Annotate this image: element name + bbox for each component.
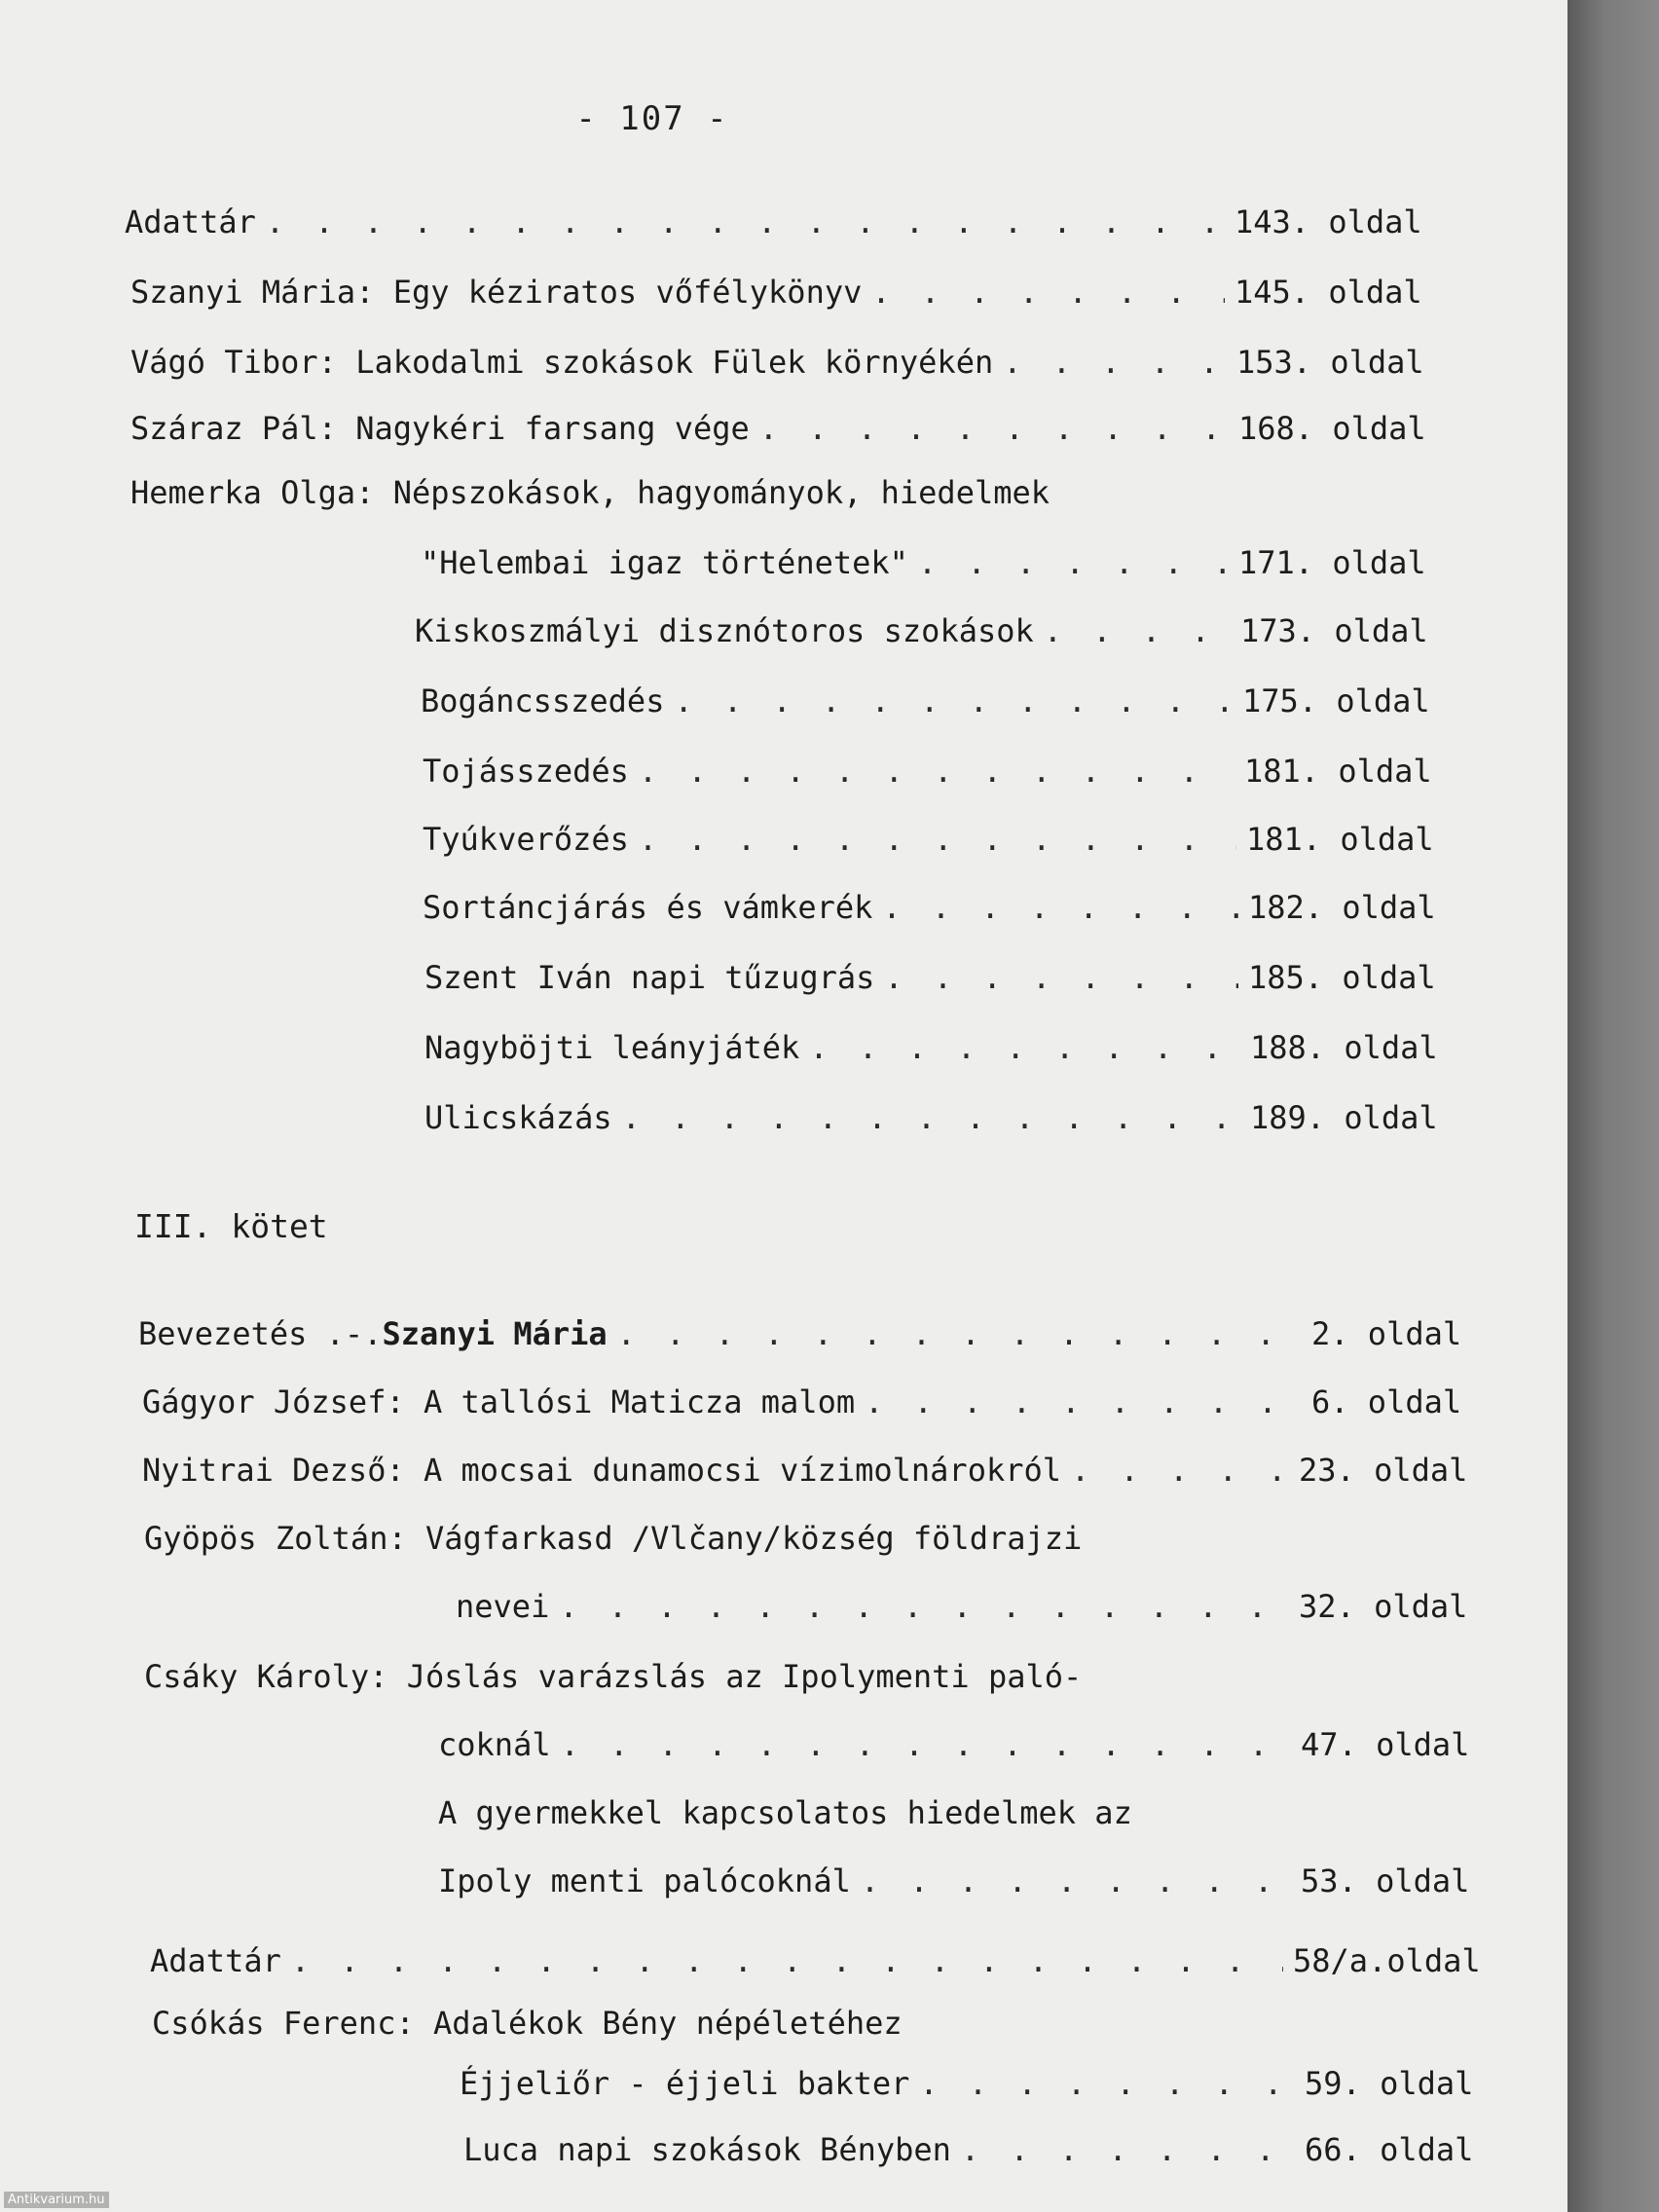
dot-leader [919,2062,1295,2105]
toc-title-prefix: Bevezetés .-. [138,1315,383,1352]
toc-title: Luca napi szokások Bényben [463,2131,951,2168]
toc-entry [130,341,1460,384]
toc-title-author: Szanyi Mária [382,1315,608,1352]
toc-page: 173. oldal [1240,612,1428,649]
toc-entry [130,271,1458,313]
toc-entry [460,2062,1492,2105]
dot-leader [266,201,1225,243]
toc-entry [423,750,1468,793]
toc-entry [125,201,1458,243]
toc-entry [463,2128,1492,2171]
toc-entry [438,1723,1488,1766]
toc-page: 58/a.oldal [1293,1942,1481,1979]
dot-leader [639,750,1235,793]
toc-entry [142,1449,1486,1492]
toc-title: Éjjeliőr - éjjeli bakter [460,2065,910,2102]
dot-leader [639,818,1236,861]
toc-entry [423,818,1470,861]
toc-entry [138,1312,1482,1355]
toc-title: "Helembai igaz történetek" [421,544,908,581]
watermark-footer: Antikvarium.hu [4,2192,109,2208]
toc-title: Szent Iván napi tűzugrás [424,959,875,996]
toc-title: nevei [456,1588,550,1625]
dot-leader [1071,1449,1289,1492]
toc-entry [456,1585,1486,1628]
dot-leader [882,886,1238,929]
toc-title: Ulicskázás [424,1099,612,1136]
toc-entry [421,541,1462,584]
dot-leader [1003,341,1227,384]
toc-entry [421,680,1466,722]
toc-page: 66. oldal [1305,2131,1474,2168]
dot-leader [622,1096,1240,1139]
toc-page: 143. oldal [1235,203,1422,240]
toc-page: 47. oldal [1301,1726,1470,1763]
toc-title: Adattár [125,203,256,240]
dot-leader [809,1026,1240,1069]
toc-title: Tyúkverőzés [423,821,629,858]
toc-title: Adattár [150,1942,281,1979]
dot-leader [871,271,1225,313]
toc-title: Gágyor József: A tallósi Maticza malom [142,1383,856,1420]
page-number: - 107 - [575,99,729,138]
dot-leader [861,1860,1291,1902]
dot-leader [1044,609,1231,652]
toc-page: 153. oldal [1236,344,1424,381]
toc-page: 185. oldal [1248,959,1436,996]
toc-page: 59. oldal [1305,2065,1474,2102]
toc-entry [424,1026,1474,1069]
toc-entry [438,1860,1488,1902]
toc-title: Száraz Pál: Nagykéri farsang vége [130,410,750,447]
author-line: Csókás Ferenc: Adalékok Bény népéletéhez [152,2005,903,2042]
toc-page: 189. oldal [1250,1099,1438,1136]
dot-leader [561,1723,1291,1766]
toc-entry [424,1096,1474,1139]
toc-entry [423,886,1472,929]
dot-leader [759,407,1229,450]
toc-page: 182. oldal [1248,889,1436,926]
toc-title: Ipoly menti palócoknál [438,1862,851,1899]
toc-page: 181. oldal [1244,753,1432,790]
toc-entry [130,407,1462,450]
toc-page: 171. oldal [1238,544,1426,581]
toc-page: 23. oldal [1299,1452,1468,1489]
dot-leader [291,1939,1283,1982]
toc-entry [142,1381,1482,1423]
toc-entry [424,956,1472,999]
toc-title: Nyitrai Dezső: A mocsai dunamocsi vízimolnárokról [142,1452,1062,1489]
toc-title: Nagyböjti leányjáték [424,1029,800,1066]
toc-title: Sortáncjárás és vámkerék [423,889,873,926]
author-line: Hemerka Olga: Népszokások, hagyományok, hiedelmek [130,474,1051,511]
toc-title: Szanyi Mária: Egy kéziratos vőfélykönyv [130,274,863,311]
dot-leader [617,1312,1302,1355]
toc-page: 188. oldal [1250,1029,1438,1066]
toc-entry [150,1939,1499,1982]
dot-leader [865,1381,1302,1423]
toc-page: 181. oldal [1246,821,1434,858]
toc-page: 6. oldal [1311,1383,1462,1420]
author-line: Csáky Károly: Jóslás varázslás az Ipolymenti paló- [144,1658,1083,1695]
dot-leader [559,1585,1289,1628]
toc-page: 168. oldal [1238,410,1426,447]
toc-page: 2. oldal [1311,1315,1462,1352]
toc-title [138,1312,608,1355]
author-line: Gyöpös Zoltán: Vágfarkasd /Vlčany/község földrajzi [144,1520,1083,1557]
toc-title: Bogáncsszedés [421,682,665,719]
toc-page: 145. oldal [1235,274,1422,311]
toc-title: Vágó Tibor: Lakodalmi szokások Fülek környékén [130,344,994,381]
toc-page: 32. oldal [1299,1588,1468,1625]
toc-title: Tojásszedés [423,753,629,790]
dot-leader [961,2128,1295,2171]
toc-title: Kiskoszmályi disznótoros szokások [415,612,1034,649]
volume-heading: III. kötet [134,1207,328,1245]
toc-title-line: A gyermekkel kapcsolatos hiedelmek az [438,1794,1132,1831]
page-edge-shadow [1567,0,1659,2212]
dot-leader [884,956,1238,999]
toc-entry [415,609,1464,652]
toc-page: 175. oldal [1242,682,1430,719]
dot-leader [918,541,1229,584]
toc-title: coknál [438,1726,551,1763]
dot-leader [674,680,1233,722]
toc-page: 53. oldal [1301,1862,1470,1899]
